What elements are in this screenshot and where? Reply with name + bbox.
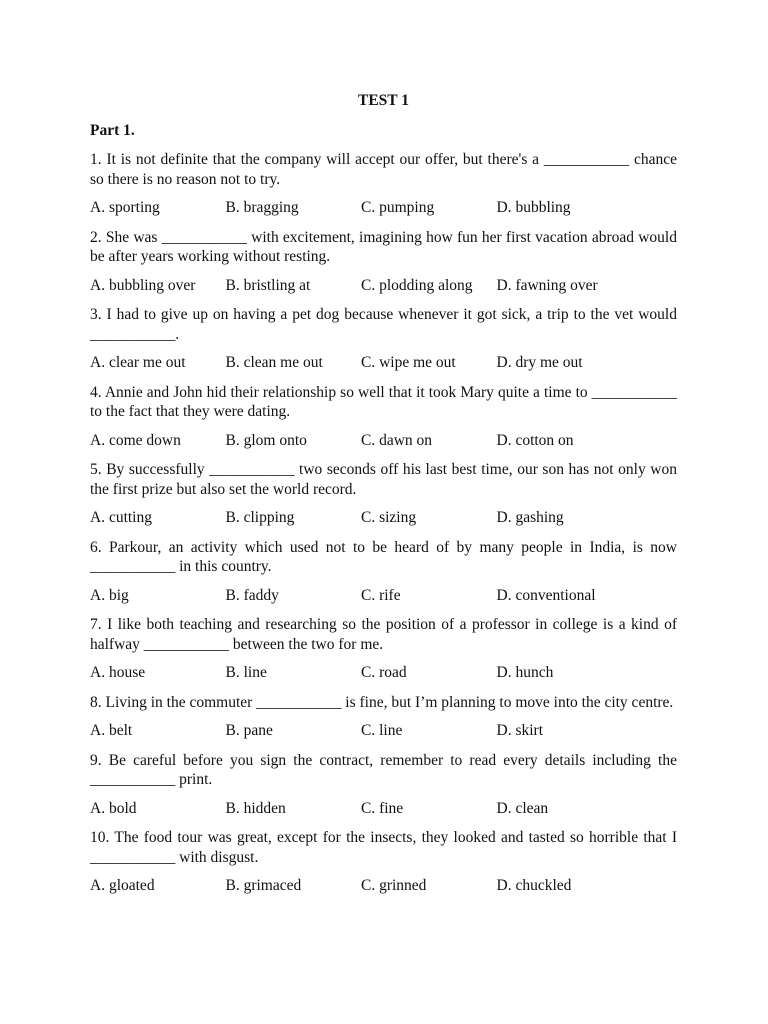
option-a: A. bold bbox=[90, 799, 137, 817]
answer-options bbox=[90, 198, 677, 218]
option-d: D. fawning over bbox=[496, 276, 598, 294]
question-text: 2. She was ___________ with excitement, imagining how fun her first vacation abroad would be after years working without resting. bbox=[90, 228, 677, 265]
option-a: A. cutting bbox=[90, 509, 152, 526]
option-c: C. fine bbox=[361, 799, 404, 817]
question-text: 1. It is not definite that the company will accept our offer, but there's a ___________ chance so there is no reason not to try. bbox=[90, 151, 677, 188]
option-b: B. glom onto bbox=[225, 431, 307, 449]
option-a: A. sporting bbox=[90, 199, 160, 216]
option-b: B. faddy bbox=[225, 586, 279, 604]
question-block-2 bbox=[90, 228, 677, 296]
option-c: C. line bbox=[361, 722, 403, 739]
option-c: C. plodding along bbox=[361, 276, 473, 294]
question-block-9 bbox=[90, 751, 677, 819]
option-a: A. come down bbox=[90, 431, 181, 449]
question-text: 9. Be careful before you sign the contract, remember to read every details including the ___________ print. bbox=[90, 751, 677, 788]
question-text: 5. By successfully ___________ two seconds off his last best time, our son has not only won the first prize but also set the world record. bbox=[90, 461, 677, 498]
question-block-5 bbox=[90, 460, 677, 528]
option-b: B. hidden bbox=[225, 799, 286, 817]
answer-options bbox=[90, 353, 677, 373]
option-a: A. bubbling over bbox=[90, 276, 196, 294]
question-block-8 bbox=[90, 693, 677, 741]
question-text: 10. The food tour was great, except for the insects, they looked and tasted so horrible that I ___________ with disgust. bbox=[90, 829, 677, 866]
answer-options bbox=[90, 586, 677, 606]
option-a: A. big bbox=[90, 586, 129, 604]
document-page bbox=[90, 91, 677, 906]
option-a: A. gloated bbox=[90, 877, 155, 894]
option-d: D. hunch bbox=[496, 664, 554, 681]
option-b: B. clipping bbox=[225, 509, 295, 526]
option-a: A. house bbox=[90, 664, 146, 681]
option-d: D. conventional bbox=[496, 586, 596, 604]
option-c: C. wipe me out bbox=[361, 354, 456, 371]
option-b: B. pane bbox=[225, 722, 273, 739]
question-block-1 bbox=[90, 150, 677, 218]
question-text: 8. Living in the commuter ___________ is fine, but I’m planning to move into the city centre. bbox=[90, 693, 674, 711]
option-d: D. cotton on bbox=[496, 431, 574, 449]
option-d: D. dry me out bbox=[496, 354, 583, 371]
option-a: A. belt bbox=[90, 722, 133, 739]
option-b: B. bristling at bbox=[225, 276, 311, 294]
question-text: 3. I had to give up on having a pet dog because whenever it got sick, a trip to the vet would ___________. bbox=[90, 306, 677, 343]
option-b: B. grimaced bbox=[225, 877, 302, 894]
option-b: B. bragging bbox=[225, 199, 299, 216]
question-block-10 bbox=[90, 828, 677, 896]
part-heading: Part 1. bbox=[90, 122, 135, 139]
option-a: A. clear me out bbox=[90, 354, 186, 371]
answer-options bbox=[90, 276, 677, 296]
option-c: C. grinned bbox=[361, 877, 427, 894]
option-c: C. pumping bbox=[361, 199, 435, 216]
question-block-6 bbox=[90, 538, 677, 606]
option-d: D. chuckled bbox=[496, 877, 572, 894]
option-c: C. rife bbox=[361, 586, 401, 604]
page-title: TEST 1 bbox=[358, 92, 409, 109]
answer-options bbox=[90, 663, 677, 683]
question-block-7 bbox=[90, 615, 677, 683]
question-text: 7. I like both teaching and researching so the position of a professor in college is a kind of halfway ___________ between the two for me. bbox=[90, 616, 677, 653]
question-text: 6. Parkour, an activity which used not to be heard of by many people in India, is now ___________ in this country. bbox=[90, 538, 677, 575]
answer-options bbox=[90, 431, 677, 451]
option-d: D. skirt bbox=[496, 722, 543, 739]
option-c: C. sizing bbox=[361, 509, 417, 526]
option-d: D. clean bbox=[496, 799, 549, 817]
question-text: 4. Annie and John hid their relationship so well that it took Mary quite a time to ___________ to the fact that they were dating. bbox=[90, 383, 677, 420]
question-block-4 bbox=[90, 383, 677, 451]
option-b: B. clean me out bbox=[225, 354, 323, 371]
question-block-3 bbox=[90, 305, 677, 373]
answer-options bbox=[90, 799, 677, 819]
option-b: B. line bbox=[225, 664, 267, 681]
answer-options bbox=[90, 876, 677, 896]
option-c: C. road bbox=[361, 664, 407, 681]
option-d: D. bubbling bbox=[496, 199, 571, 216]
option-d: D. gashing bbox=[496, 509, 564, 526]
answer-options bbox=[90, 508, 677, 528]
option-c: C. dawn on bbox=[361, 431, 433, 449]
answer-options bbox=[90, 721, 677, 741]
